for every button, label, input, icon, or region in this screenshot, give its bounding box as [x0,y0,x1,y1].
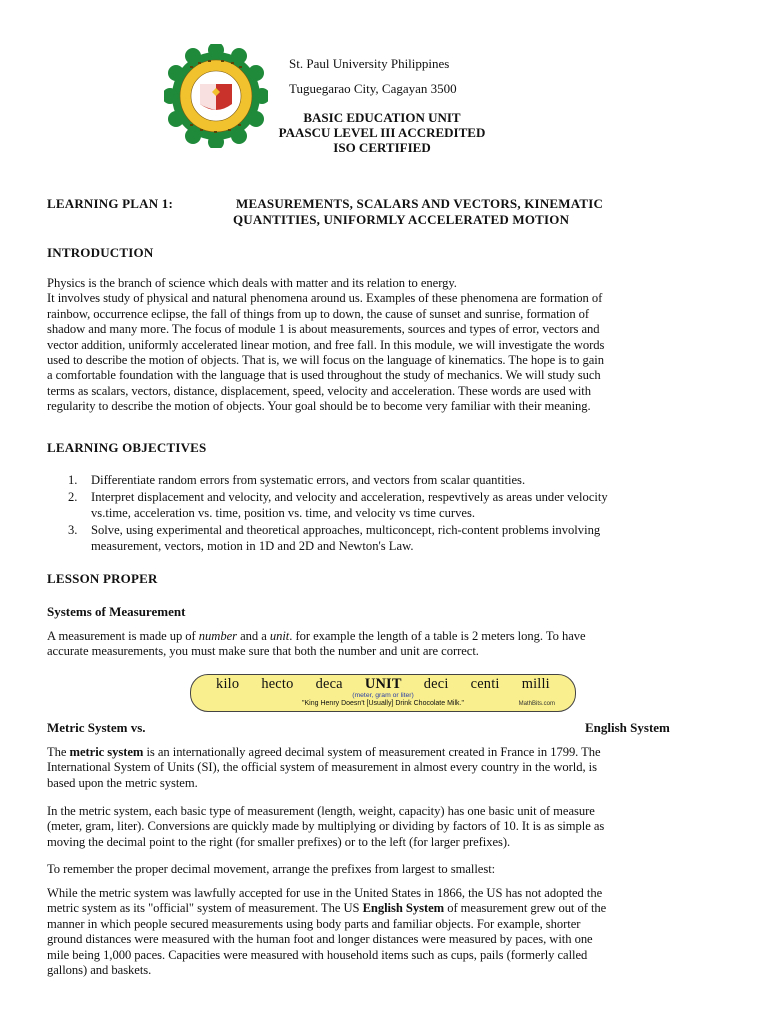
measurement-line [47,629,727,644]
intro-line: Physics is the branch of science which deals with matter and its relation to energy. [47,276,457,290]
learning-plan-title-line1: MEASUREMENTS, SCALARS AND VECTORS, KINEMATIC [236,196,604,211]
english-system-term: English System [362,901,445,916]
intro-line: vector addition, uniformly accelerated linear motion, and free fall. In this module, we will investigate the words [47,337,605,352]
english-system-label: English System [585,720,670,735]
objective-item [47,490,727,521]
objectives-list [47,473,727,556]
basic-units-line: In the metric system, each basic type of measurement (length, weight, capacity) has one basic unit of measure [47,804,595,818]
number-term: number [198,629,237,643]
prefix-hecto: hecto [261,676,294,692]
lesson-heading: LESSON PROPER [47,571,158,586]
english-line: manner in which people secured measurements using body parts and familiar objects. For example, shorter [47,916,581,931]
banner-mnemonic: "King Henry Doesn't [Usually] Drink Chocolate Milk." [302,700,464,707]
measurement-paragraph [47,629,727,660]
english-line: While the metric system was lawfully accepted for use in the United States in 1866, the US has not adopted the [47,886,603,900]
prefix-row [191,676,575,693]
objectives-heading: LEARNING OBJECTIVES [47,440,207,455]
metric-line: International System of Units (SI), the official system of measurement in almost every country in the world, is [47,760,597,775]
objective-line: Solve, using experimental and theoretical approaches, multiconcept, rich-content problems involving [91,523,601,538]
education-unit: BASIC EDUCATION UNIT [303,110,461,125]
basic-units-line: (meter, gram, liter). Conversions are quickly made by multiplying or dividing by factors of 10. It is as simple as [47,819,605,834]
objective-line: vs.time, acceleration vs. time, position vs. time, and velocity vs time curves. [91,505,476,520]
university-name: St. Paul University Philippines [289,56,450,71]
metric-system-term: metric system [69,745,144,759]
learning-plan-label: LEARNING PLAN 1: [47,196,173,211]
text-run: metric system as its "official" system of measurement. The US [47,901,363,916]
objective-item [47,473,727,488]
english-line: gallons) and baskets. [47,963,152,978]
iso-line: ISO CERTIFIED [333,140,431,155]
measurement-line: accurate measurements, you must make sure that both the number and unit are correct. [47,644,479,659]
prefix-deca: deca [315,676,343,692]
prefix-deci: deci [423,676,449,692]
metric-paragraph [47,745,737,791]
english-line: ground distances were measured with the human foot and longer distances were measured by paces, with one [47,932,593,947]
objective-line: measurement, vectors, motion in 1D and 2D and Newton's Law. [91,538,414,553]
intro-line: It involves study of physical and natural phenomena around us. Examples of these phenomena are formation of [47,291,603,306]
prefix-centi: centi [470,676,500,692]
text-run: is an internationally agreed decimal system of measurement created in France in 1799. The [143,745,601,759]
accreditation-line: PAASCU LEVEL III ACCREDITED [278,125,486,140]
text-run: . for example the length of a table is 2 meters long. To have [289,629,586,643]
objective-line: Interpret displacement and velocity, and velocity and acceleration, respevtively as areas under velocity [91,490,608,505]
metric-system-label: Metric System vs. [47,720,146,735]
objective-number: 2. [68,490,78,505]
objective-line: Differentiate random errors from systematic errors, and vectors from scalar quantities. [91,473,526,487]
objective-number: 1. [68,473,78,487]
prefix-kilo: kilo [216,676,240,692]
learning-plan-title-line2: QUANTITIES, UNIFORMLY ACCELERATED MOTION [233,212,570,227]
prefix-milli: milli [521,676,550,692]
english-paragraph [47,886,737,978]
objective-number: 3. [68,523,78,538]
metric-prefix-banner [190,674,576,712]
banner-unit-hint: (meter, gram or liter) [352,692,414,699]
text-run: A measurement is made up of [47,629,199,643]
university-address: Tuguegarao City, Cagayan 3500 [289,81,457,96]
english-line: mile being 1,000 paces. Capacities were measured with household items such as cups, pails (formerly called [47,947,588,962]
unit-term: unit [269,629,290,643]
intro-line: a comfortable foundation with the language that is used throughout the study of mechanics. We will study such [47,368,601,383]
banner-site: MathBits.com [518,701,555,707]
systems-heading: Systems of Measurement [47,604,186,619]
text-run: of measurement grew out of the [444,901,607,916]
remember-line: To remember the proper decimal movement, arrange the prefixes from largest to smallest: [47,862,496,876]
text-run: and a [236,629,270,643]
english-line [47,901,737,916]
basic-units-paragraph [47,804,737,850]
intro-line: rainbow, occurrence eclipse, the fall of things from up to down, the cause of sunset and sunrise, formation of [47,306,590,321]
intro-line: terms as scalars, vectors, distance, displacement, speed, velocity and acceleration. These words are used with [47,383,591,398]
intro-line: used to describe the motion of objects. That is, we will focus on the language of kinematics. The hope is to gain [47,353,604,368]
basic-units-line: moving the decimal point to the right (for smaller prefixes) or to the left (for larger prefixes). [47,834,511,849]
text-run: The [47,745,70,759]
prefix-unit: UNIT [364,676,402,692]
metric-line: based upon the metric system. [47,775,198,790]
intro-line: regularity to describe the motion of objects. Your goal should be to become very familiar with their meaning. [47,399,591,414]
intro-line: shadow and many more. The focus of module 1 is about measurements, sources and types of error, vectors and [47,322,600,337]
introduction-heading: INTRODUCTION [47,245,154,260]
introduction-body [47,276,727,415]
metric-line [47,745,737,760]
objective-item [47,523,727,554]
